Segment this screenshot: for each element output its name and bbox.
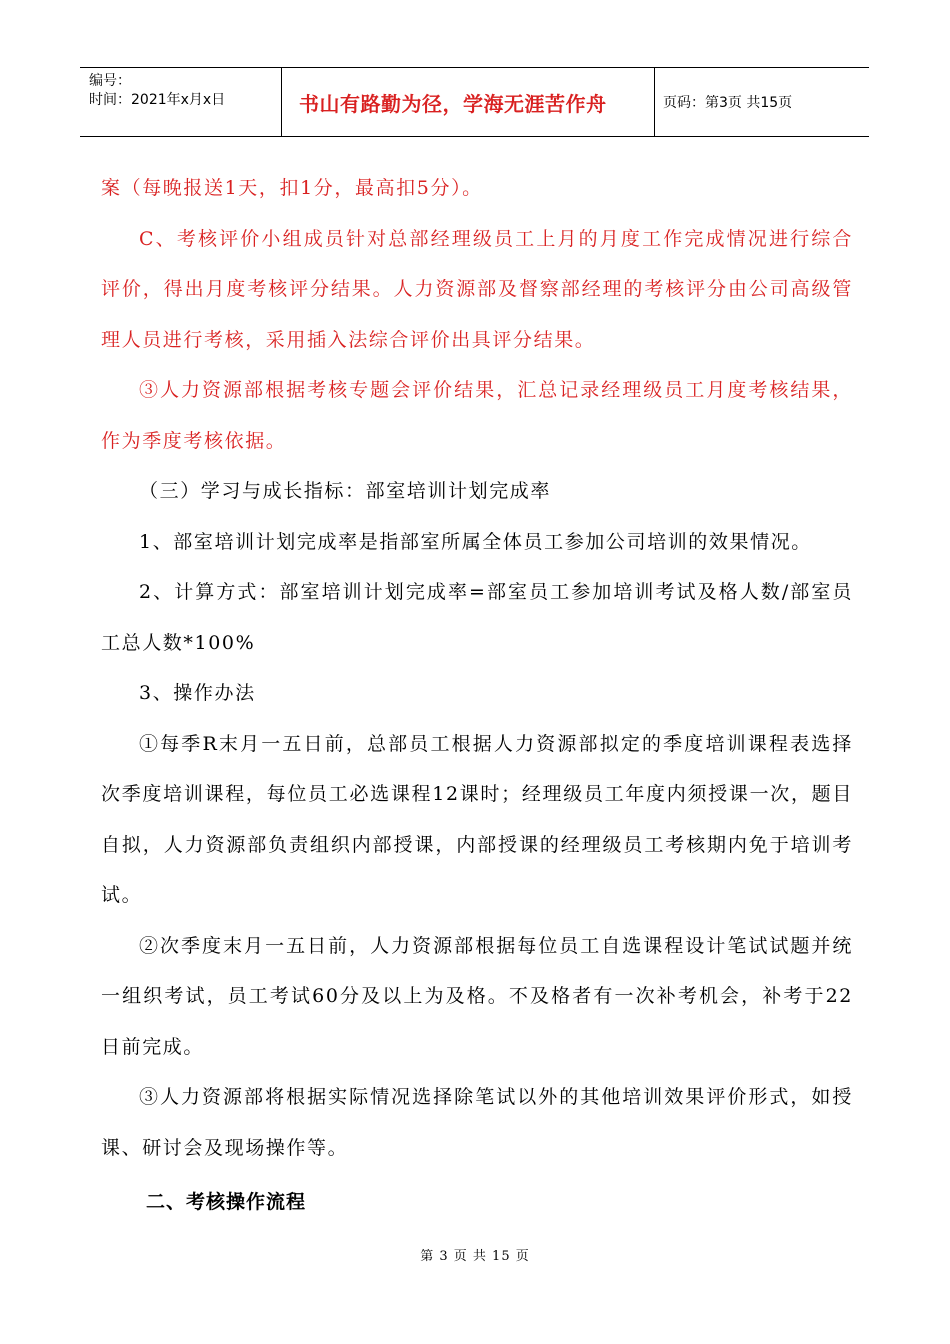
document-body: [101, 163, 853, 1227]
paragraph-item-3: ③人力资源部根据考核专题会评价结果，汇总记录经理级员工月度考核结果，作为季度考核依据。: [101, 379, 853, 452]
header-page-info: 页码：第3页 共15页: [663, 95, 793, 111]
page-header: [80, 67, 869, 137]
paragraph-definition: 1、部室培训计划完成率是指部室所属全体员工参加公司培训的效果情况。: [139, 530, 812, 553]
subsection-title: （三）学习与成长指标：部室培训计划完成率: [139, 480, 552, 502]
paragraph-item-c: C、考核评价小组成员针对总部经理级员工上月的月度工作完成情况进行综合评价，得出月度考核评分结果。人力资源部及督察部经理的考核评分由公司高级管理人员进行考核，采用插入法综合评价出具评分结果。: [101, 227, 853, 351]
section-heading: 二、考核操作流程: [146, 1191, 307, 1213]
header-motto: 书山有路勤为径，学海无涯苦作舟: [282, 68, 655, 136]
paragraph-procedure-3: ③人力资源部将根据实际情况选择除笔试以外的其他培训效果评价形式，如授课、研讨会及现场操作等。: [101, 1086, 853, 1159]
document-date-label: 时间：2021年x月x日: [89, 92, 226, 108]
paragraph-procedure-1: ①每季R末月一五日前，总部员工根据人力资源部拟定的季度培训课程表选择次季度培训课程，每位员工必选课程12课时；经理级员工年度内须授课一次，题目自拟，人力资源部负责组织内部授课，内部授课的经理级员工考核期内免于培训考试。: [101, 732, 853, 906]
document-number-label: 编号：: [89, 73, 131, 89]
paragraph-procedure-2: ②次季度末月一五日前，人力资源部根据每位员工自选课程设计笔试试题并统一组织考试，员工考试60分及以上为及格。不及格者有一次补考机会，补考于22日前完成。: [101, 934, 853, 1058]
header-meta: [80, 68, 282, 136]
paragraph-continuation: 案（每晚报送1天，扣1分，最高扣5分）。: [101, 177, 483, 199]
page-footer: 第 3 页 共 15 页: [420, 1249, 530, 1264]
paragraph-calculation: 2、计算方式：部室培训计划完成率=部室员工参加培训考试及格人数/部室员工总人数*100%: [101, 581, 853, 654]
paragraph-procedure-title: 3、操作办法: [139, 682, 256, 704]
